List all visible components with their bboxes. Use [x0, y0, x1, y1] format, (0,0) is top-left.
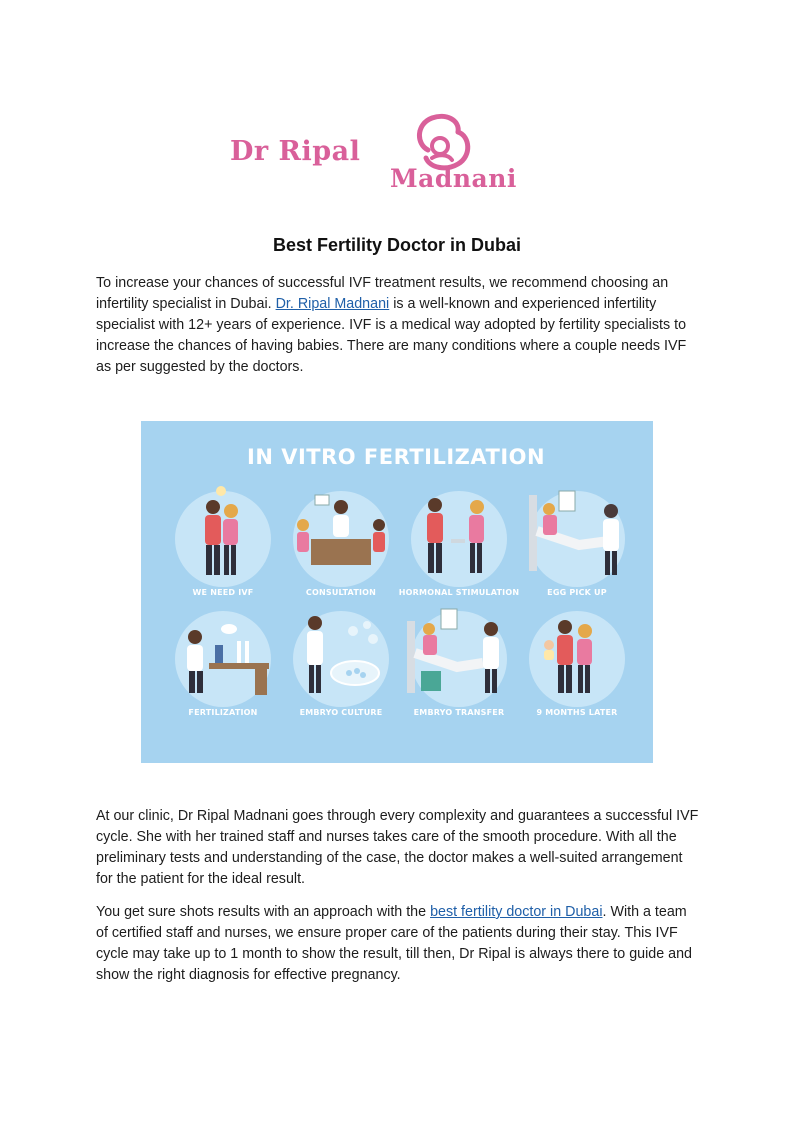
step-egg-pick-up: [519, 481, 635, 599]
step-label: CONSULTATION: [305, 588, 377, 597]
logo: [226, 110, 571, 195]
couple-icon: [165, 481, 281, 599]
microscope-icon: [165, 601, 281, 719]
step-label: WE NEED IVF: [192, 588, 254, 597]
step-consultation: [283, 481, 399, 599]
step-9-months-later: [519, 601, 635, 719]
step-hormonal-stimulation: [398, 481, 520, 599]
step-fertilization: [165, 601, 281, 719]
embryo-transfer-icon: [401, 601, 517, 719]
petri-dish-icon: [283, 601, 399, 719]
hormonal-stimulation-icon: [401, 481, 517, 599]
intro-text-end: is a well-known and experienced infertility specialist with 12+ years of experience. IVF is a medical way adopted by fertility specialists to increase the chances of having babies. There are many conditions where a couple needs IVF as per suggested by the doctors.: [96, 296, 687, 375]
step-we-need-ivf: [165, 481, 281, 599]
page-title: Best Fertility Doctor in Dubai: [272, 235, 522, 255]
step-embryo-transfer: [401, 601, 517, 719]
logo-line-1: Dr Ripal: [230, 136, 361, 167]
step-label: EMBRYO TRANSFER: [413, 708, 505, 717]
results-paragraph: [96, 902, 700, 986]
step-label: EGG PICK UP: [547, 588, 607, 597]
best-fertility-doctor-link[interactable]: best fertility doctor in Dubai: [430, 904, 603, 920]
results-text-end: . With a team of certified staff and nurses, we ensure proper care of the patients during their stay. This IVF cycle may take up to 1 month to show the result, till then, Dr Ripal is always there to guide and show the right diagnosis for effective pregnancy.: [96, 904, 693, 983]
intro-paragraph: [96, 273, 700, 378]
step-label: HORMONAL STIMULATION: [398, 588, 520, 597]
family-icon: [519, 601, 635, 719]
clinic-paragraph: At our clinic, Dr Ripal Madnani goes through every complexity and guarantees a successful IVF cycle. She with her trained staff and nurses takes care of the smooth procedure. With all the preliminary tests and understanding of the case, the doctor makes a well-suited arrangement for the patient for the ideal result.: [96, 808, 699, 887]
intro-text-start: To increase your chances of successful IVF treatment results, we recommend choosing an infertility specialist in Dubai.: [96, 275, 669, 312]
infographic-title: IN VITRO FERTILIZATION: [247, 445, 546, 469]
step-label: EMBRYO CULTURE: [299, 708, 383, 717]
consultation-icon: [283, 481, 399, 599]
step-label: 9 MONTHS LATER: [536, 708, 618, 717]
ivf-infographic: [141, 421, 653, 763]
step-label: FERTILIZATION: [188, 708, 258, 717]
step-embryo-culture: [283, 601, 399, 719]
dr-ripal-madnani-link[interactable]: Dr. Ripal Madnani: [275, 296, 390, 312]
logo-line-2: Madnani: [390, 164, 517, 193]
egg-pickup-icon: [519, 481, 635, 599]
results-text-start: You get sure shots results with an approach with the: [96, 904, 431, 920]
